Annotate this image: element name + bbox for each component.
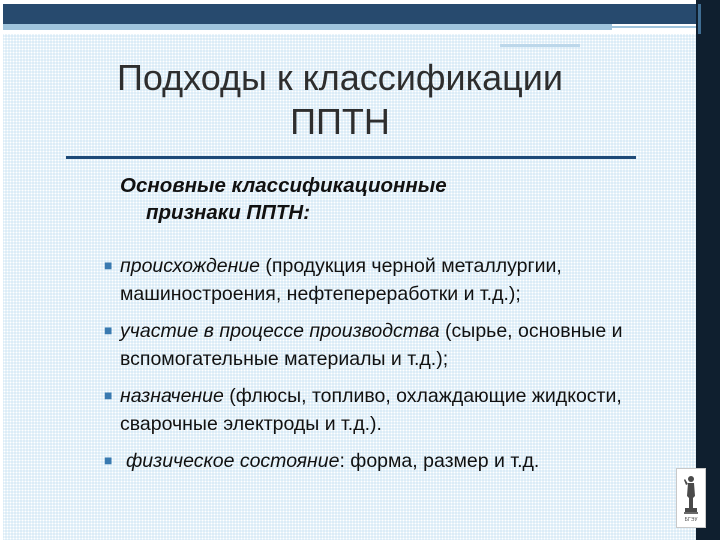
list-item [104,382,684,438]
title-rule [66,156,636,159]
list-item-term: участие в процессе производства [120,320,440,342]
logo-text: БГЭУ [684,517,698,523]
subtitle [120,172,580,226]
list-item-term: происхождение [120,255,260,277]
list-item-text: (продукция черной металлургии, машиностроения, нефтепереработки и т.д.); [120,255,562,305]
slide-title-line-2: ППТН [290,101,390,142]
slide-title [60,56,620,144]
list-item-term: физическое состояние [126,450,340,472]
statue-logo-icon [676,468,706,528]
subtitle-line-2: признаки ППТН: [146,201,311,224]
square-bullet-icon: ■ [104,387,113,403]
list-item-term: назначение [120,385,224,407]
left-edge [0,0,3,540]
list-item-text: : форма, размер и т.д. [339,450,540,472]
statue-logo-graphic [680,472,702,524]
square-bullet-icon: ■ [104,452,113,468]
right-edge-bar [696,0,720,540]
top-accent-short-bar [500,44,580,47]
square-bullet-icon: ■ [104,322,113,338]
list-item [104,447,684,475]
criteria-list [104,252,684,484]
slide-title-line-1: Подходы к классификации [117,57,563,98]
list-item [104,252,684,308]
top-accent-thin-bar [612,26,696,28]
square-bullet-icon: ■ [104,257,113,273]
list-item [104,317,684,373]
list-item-text: (флюсы, топливо, охлаждающие жидкости, сварочные электроды и т.д.). [120,385,622,435]
top-accent-bar [0,4,696,24]
list-item-text: (сырье, основные и вспомогательные материалы и т.д.); [120,320,623,370]
top-accent-light-bar [0,24,612,30]
subtitle-line-1: Основные классификационные [120,174,447,197]
